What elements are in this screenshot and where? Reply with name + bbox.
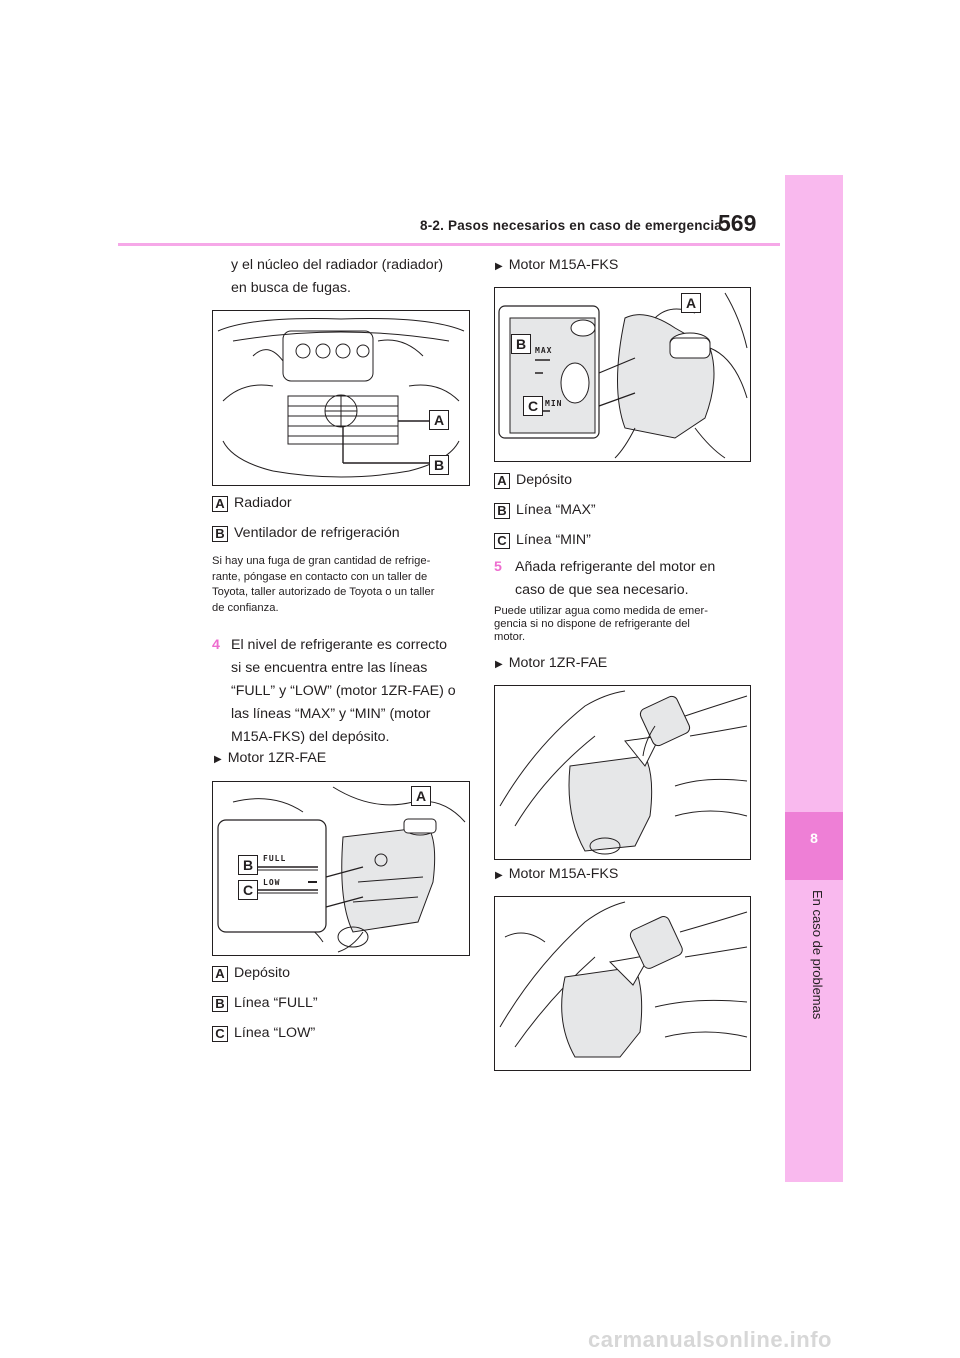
callout-a: A: [681, 293, 701, 313]
step-line: “FULL” y “LOW” (motor 1ZR-FAE) o: [231, 683, 456, 699]
legend-text: Línea “FULL”: [234, 995, 318, 1011]
step-line: Añada refrigerante del motor en: [515, 559, 716, 575]
callout-a: A: [411, 786, 431, 806]
bullet-triangle-icon: ▶: [214, 754, 222, 765]
note-line: Si hay una fuga de gran cantidad de refrige-: [212, 555, 431, 567]
gauge-min-label: MIN: [545, 399, 563, 408]
legend-letter: A: [212, 966, 228, 982]
legend-text: Línea “MIN”: [516, 532, 591, 548]
step-line: caso de que sea necesario.: [515, 582, 689, 598]
callout-c: C: [238, 880, 258, 900]
note-line: de confianza.: [212, 601, 279, 614]
figure-reservoir-1zr: [212, 781, 470, 956]
note-line: Toyota, taller autorizado de Toyota o un taller: [212, 586, 435, 598]
legend-letter: A: [212, 496, 228, 512]
callout-c: C: [523, 396, 543, 416]
note-line: gencia si no dispone de refrigerante del: [494, 618, 690, 630]
legend-text: Línea “LOW”: [234, 1025, 316, 1041]
step-line: si se encuentra entre las líneas: [231, 660, 428, 676]
step-4: [212, 634, 456, 749]
gauge-max-label: MAX: [535, 346, 553, 355]
note-line: motor.: [494, 631, 526, 643]
header-rule: [118, 243, 780, 246]
legend-text: Línea “MAX”: [516, 502, 596, 518]
figure-radiator: [212, 310, 470, 486]
figure-refill-1zr: [494, 685, 751, 860]
fig3-legend-b: [494, 499, 596, 522]
fig1-legend-b: [212, 522, 400, 545]
bullet-triangle-icon: ▶: [495, 659, 503, 670]
engine-label-text: Motor M15A-FKS: [508, 257, 619, 273]
fig3-legend-c: [494, 529, 591, 552]
callout-b: B: [429, 455, 449, 475]
step-5: [494, 556, 715, 602]
legend-text: Depósito: [516, 472, 572, 488]
water-note: [494, 605, 754, 644]
step-number: 4: [212, 637, 220, 653]
legend-letter: A: [494, 473, 510, 489]
section-title: 8-2. Pasos necesarios en caso de emergencia: [420, 218, 723, 233]
callout-b: B: [238, 855, 258, 875]
legend-letter: B: [494, 503, 510, 519]
fig2-legend-b: [212, 992, 318, 1015]
engine-label-text: Motor 1ZR-FAE: [508, 655, 608, 671]
intro-line-1: y el núcleo del radiador (radiador): [231, 257, 444, 273]
legend-text: Ventilador de refrigeración: [234, 525, 400, 541]
gauge-low-label: LOW: [263, 878, 281, 887]
legend-text: Radiador: [234, 495, 292, 511]
legend-letter: C: [494, 533, 510, 549]
callout-a: A: [429, 410, 449, 430]
engine-label-m15a: [495, 254, 618, 278]
note-line: Puede utilizar agua como medida de emer-: [494, 605, 708, 617]
note-line: rante, póngase en contacto con un taller de: [212, 570, 428, 583]
step-line: las líneas “MAX” y “MIN” (motor: [231, 706, 431, 722]
gauge-full-label: FULL: [263, 854, 287, 863]
reservoir-m15a-illustration: [495, 288, 750, 461]
watermark: carmanualsonline.info: [588, 1327, 832, 1352]
bullet-triangle-icon: ▶: [495, 870, 503, 881]
engine-label-text: Motor 1ZR-FAE: [227, 750, 327, 766]
engine-label-1zr-refill: [495, 652, 607, 676]
figure-refill-m15a: [494, 896, 751, 1071]
engine-label-m15a-refill: [495, 863, 618, 887]
fig2-legend-c: [212, 1022, 315, 1045]
legend-letter: B: [212, 526, 228, 542]
figure-reservoir-m15a: [494, 287, 751, 462]
legend-text: Depósito: [234, 965, 290, 981]
engine-label-text: Motor M15A-FKS: [508, 866, 619, 882]
intro-line-2: en busca de fugas.: [231, 280, 351, 296]
fig3-legend-a: [494, 469, 572, 492]
leak-note: [212, 554, 472, 616]
engine-label-1zr: [214, 747, 326, 771]
legend-letter: B: [212, 996, 228, 1012]
chapter-number-box: [785, 812, 843, 880]
step-line: El nivel de refrigerante es correcto: [231, 637, 448, 653]
step-line: M15A-FKS) del depósito.: [231, 729, 390, 745]
chapter-number: 8: [810, 830, 818, 846]
fig2-legend-a: [212, 962, 290, 985]
callout-b: B: [511, 334, 531, 354]
page-number: 569: [718, 210, 757, 236]
refill-m15a-illustration: [495, 897, 750, 1070]
legend-letter: C: [212, 1026, 228, 1042]
refill-1zr-illustration: [495, 686, 750, 859]
step-number: 5: [494, 559, 502, 575]
chapter-label: En caso de problemas: [810, 890, 825, 1020]
bullet-triangle-icon: ▶: [495, 261, 503, 272]
fig1-legend-a: [212, 492, 292, 515]
